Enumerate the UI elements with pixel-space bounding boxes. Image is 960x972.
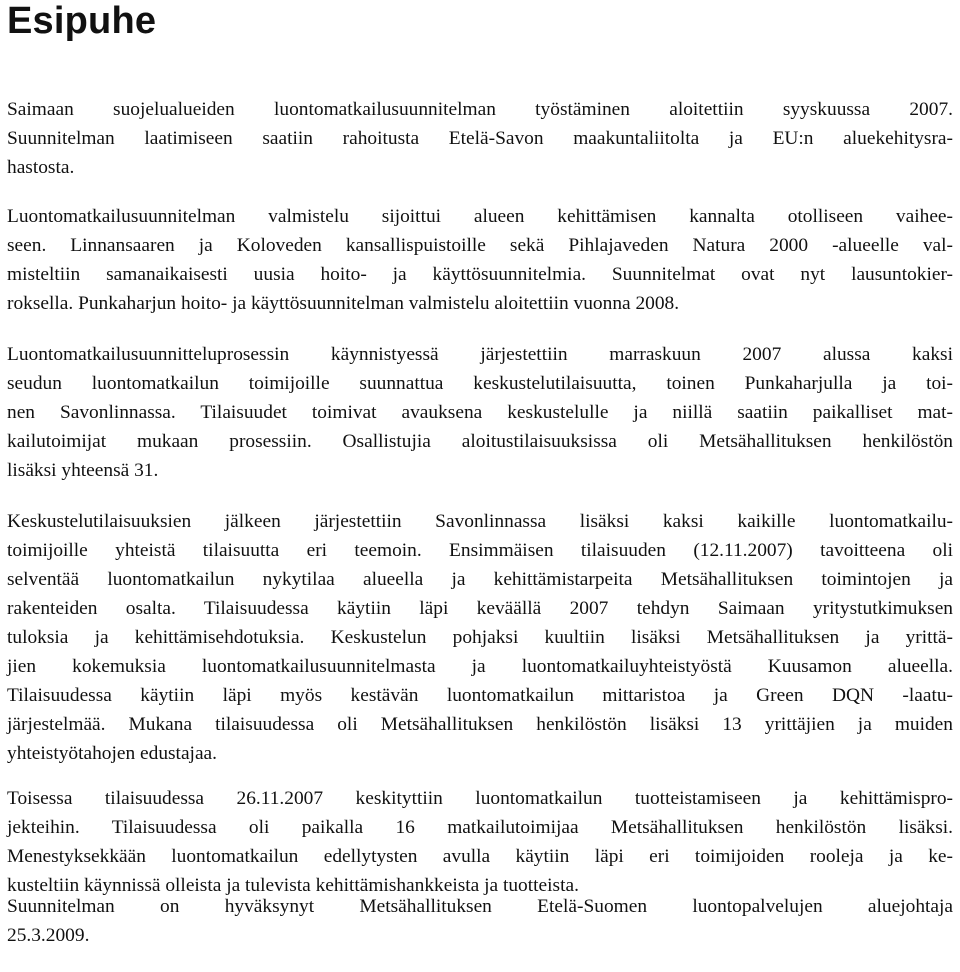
paragraph-line: roksella. Punkaharjun hoito- ja käyttösuunnitelman valmistelu aloitettiin vuonna 2008. — [7, 293, 680, 314]
paragraph-line: yhteistyötahojen edustajaa. — [7, 743, 218, 764]
paragraph-line: kusteltiin käynnissä olleista ja tulevista kehittämishankkeista ja tuotteista. — [7, 875, 579, 896]
paragraph-line: järjestelmää. Mukana tilaisuudessa oli Metsähallituksen henkilöstön lisäksi 13 yrittäjien ja muiden — [7, 714, 953, 735]
paragraph-line: Suunnitelman on hyväksynyt Metsähallituksen Etelä-Suomen luontopalvelujen aluejohtaja — [7, 896, 953, 917]
paragraph-line: Keskustelutilaisuuksien jälkeen järjestettiin Savonlinnassa lisäksi kaksi kaikille luontomatkailu- — [7, 511, 953, 532]
paragraph-line: Tilaisuudessa käytiin läpi myös kestävän luontomatkailun mittaristoa ja Green DQN -laatu- — [7, 685, 953, 706]
paragraph-line: Luontomatkailusuunnitteluprosessin käynnistyessä järjestettiin marraskuun 2007 alussa kaksi — [7, 344, 953, 365]
paragraph-line: 25.3.2009. — [7, 925, 90, 946]
paragraph-line: jien kokemuksia luontomatkailusuunnitelmasta ja luontomatkailuyhteistyöstä Kuusamon alueella. — [7, 656, 953, 677]
paragraph-line: Luontomatkailusuunnitelman valmistelu sijoittui alueen kehittämisen kannalta otolliseen vaihee- — [7, 206, 953, 227]
paragraph-line: kailutoimijat mukaan prosessiin. Osallistujia aloitustilaisuuksissa oli Metsähallituksen henkilöstön — [7, 431, 953, 452]
paragraph-3 — [7, 340, 953, 485]
paragraph-line: rakenteiden osalta. Tilaisuudessa käytiin läpi keväällä 2007 tehdyn Saimaan yritystutkimuksen — [7, 598, 953, 619]
paragraph-line: Suunnitelman laatimiseen saatiin rahoitusta Etelä-Savon maakuntaliitolta ja EU:n aluekehitysra- — [7, 128, 953, 149]
paragraph-line: lisäksi yhteensä 31. — [7, 460, 159, 481]
paragraph-line: hastosta. — [7, 157, 75, 178]
paragraph-line: seudun luontomatkailun toimijoille suunnattua keskustelutilaisuutta, toinen Punkaharjulla ja toi- — [7, 373, 953, 394]
paragraph-6 — [7, 892, 953, 950]
paragraph-line: misteltiin samanaikaisesti uusia hoito- ja käyttösuunnitelmia. Suunnitelmat ovat nyt lausuntokier- — [7, 264, 953, 285]
paragraph-line: Menestyksekkään luontomatkailun edellytysten avulla käytiin läpi eri toimijoiden rooleja ja ke- — [7, 846, 953, 867]
paragraph-2 — [7, 202, 953, 318]
paragraph-line: Toisessa tilaisuudessa 26.11.2007 keskityttiin luontomatkailun tuotteistamiseen ja kehittämispro- — [7, 788, 953, 809]
paragraph-line: seen. Linnansaaren ja Koloveden kansallispuistoille sekä Pihlajaveden Natura 2000 -alueelle val- — [7, 235, 953, 256]
paragraph-line: Saimaan suojelualueiden luontomatkailusuunnitelman työstäminen aloitettiin syyskuussa 2007. — [7, 99, 953, 120]
paragraph-line: tuloksia ja kehittämisehdotuksia. Keskustelun pohjaksi kuultiin lisäksi Metsähallituksen ja yrittä- — [7, 627, 953, 648]
paragraph-5 — [7, 784, 953, 900]
paragraph-line: selventää luontomatkailun nykytilaa alueella ja kehittämistarpeita Metsähallituksen toimintojen ja — [7, 569, 953, 590]
paragraph-line: jekteihin. Tilaisuudessa oli paikalla 16 matkailutoimijaa Metsähallituksen henkilöstön lisäksi. — [7, 817, 953, 838]
page-title: Esipuhe — [7, 0, 157, 42]
paragraph-line: toimijoille yhteistä tilaisuutta eri teemoin. Ensimmäisen tilaisuuden (12.11.2007) tavoitteena oli — [7, 540, 953, 561]
paragraph-line: nen Savonlinnassa. Tilaisuudet toimivat avauksena keskustelulle ja niillä saatiin paikalliset mat- — [7, 402, 953, 423]
paragraph-4 — [7, 507, 953, 768]
document-page — [7, 0, 953, 946]
paragraph-1 — [7, 95, 953, 182]
